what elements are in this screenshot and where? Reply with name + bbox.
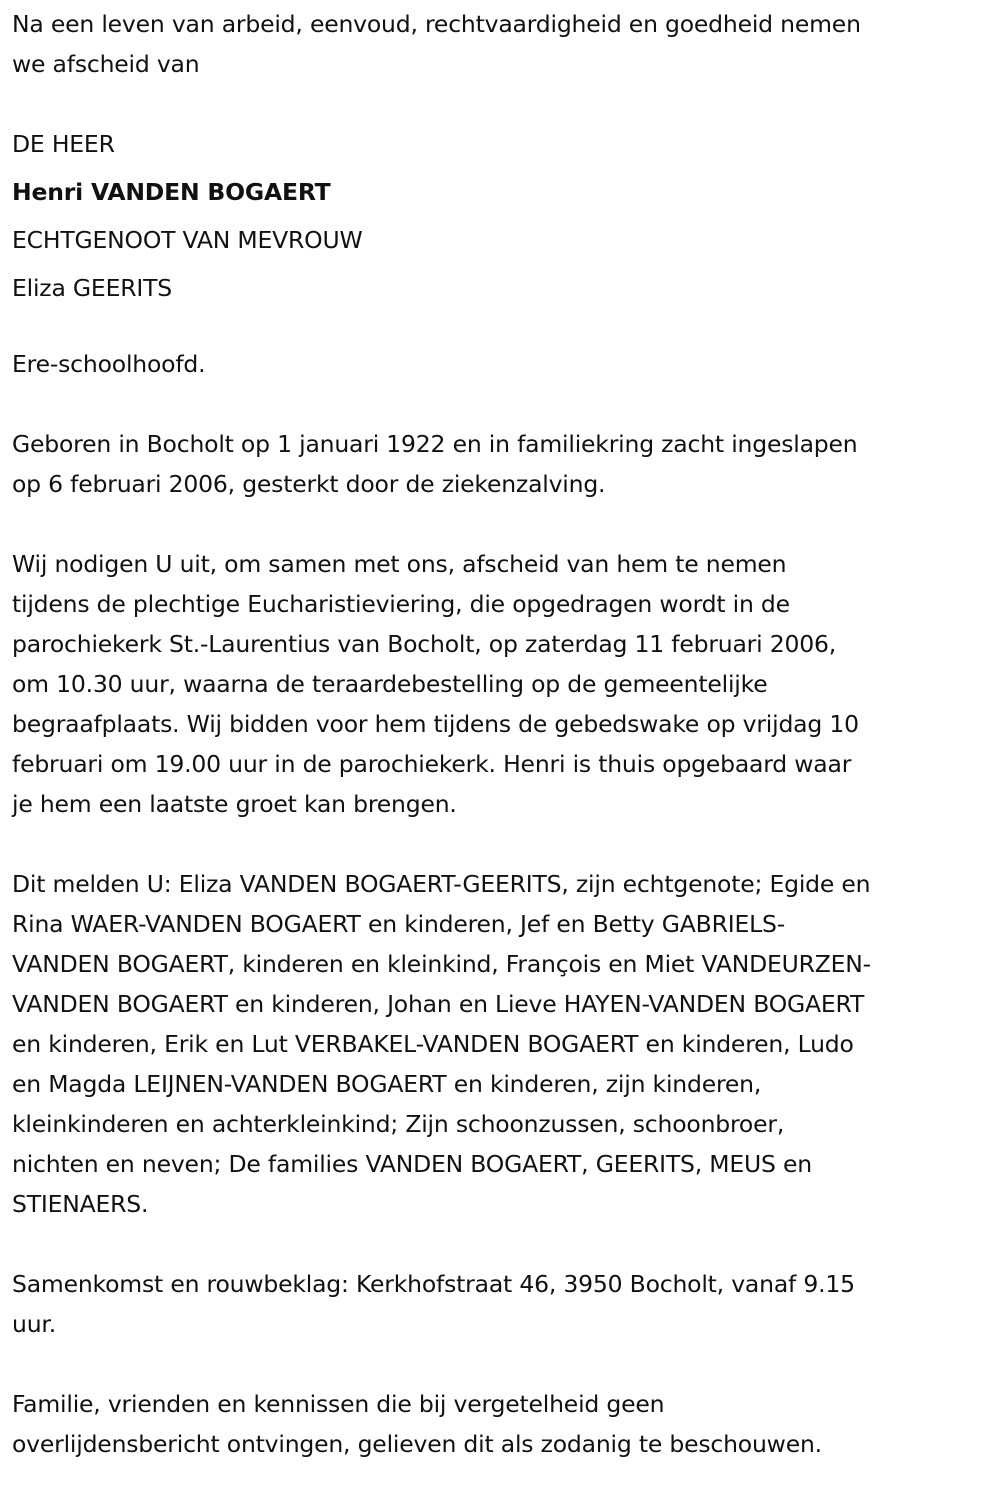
announcement-paragraph bbox=[12, 864, 988, 1224]
birth-death-line: Geboren in Bocholt op 1 januari 1922 en in familiekring zacht ingeslapen bbox=[12, 430, 858, 458]
deceased-title: DE HEER bbox=[12, 130, 115, 158]
spouse-name: Eliza GEERITS bbox=[12, 274, 172, 302]
announcement-line: VANDEN BOGAERT, kinderen en kleinkind, François en Miet VANDEURZEN- bbox=[12, 950, 871, 978]
closing-paragraph bbox=[12, 1384, 988, 1464]
announcement-line: Rina WAER-VANDEN BOGAERT en kinderen, Jef en Betty GABRIELS- bbox=[12, 910, 785, 938]
deceased-name: Henri VANDEN BOGAERT bbox=[12, 178, 331, 206]
ceremony-line: parochiekerk St.-Laurentius van Bocholt, op zaterdag 11 februari 2006, bbox=[12, 630, 837, 658]
birth-death-line: op 6 februari 2006, gesterkt door de ziekenzalving. bbox=[12, 470, 606, 498]
deceased-heading bbox=[12, 120, 988, 312]
ceremony-paragraph bbox=[12, 544, 988, 824]
intro-line: we afscheid van bbox=[12, 50, 200, 78]
gathering-line: uur. bbox=[12, 1310, 56, 1338]
intro-paragraph bbox=[12, 4, 988, 84]
closing-line: overlijdensbericht ontvingen, gelieven dit als zodanig te beschouwen. bbox=[12, 1430, 822, 1458]
occupation-paragraph bbox=[12, 344, 988, 384]
gathering-paragraph bbox=[12, 1264, 988, 1344]
deceased-relation: ECHTGENOOT VAN MEVROUW bbox=[12, 226, 363, 254]
ceremony-line: februari om 19.00 uur in de parochiekerk. Henri is thuis opgebaard waar bbox=[12, 750, 852, 778]
gathering-line: Samenkomst en rouwbeklag: Kerkhofstraat 46, 3950 Bocholt, vanaf 9.15 bbox=[12, 1270, 855, 1298]
announcement-line: en kinderen, Erik en Lut VERBAKEL-VANDEN BOGAERT en kinderen, Ludo bbox=[12, 1030, 854, 1058]
announcement-line: Dit melden U: Eliza VANDEN BOGAERT-GEERITS, zijn echtgenote; Egide en bbox=[12, 870, 871, 898]
intro-line: Na een leven van arbeid, eenvoud, rechtvaardigheid en goedheid nemen bbox=[12, 10, 861, 38]
ceremony-line: tijdens de plechtige Eucharistieviering, die opgedragen wordt in de bbox=[12, 590, 790, 618]
announcement-line: VANDEN BOGAERT en kinderen, Johan en Lieve HAYEN-VANDEN BOGAERT bbox=[12, 990, 865, 1018]
ceremony-line: Wij nodigen U uit, om samen met ons, afscheid van hem te nemen bbox=[12, 550, 787, 578]
birth-death-paragraph bbox=[12, 424, 988, 504]
announcement-line: nichten en neven; De families VANDEN BOGAERT, GEERITS, MEUS en bbox=[12, 1150, 812, 1178]
closing-line: Familie, vrienden en kennissen die bij vergetelheid geen bbox=[12, 1390, 665, 1418]
announcement-line: STIENAERS. bbox=[12, 1190, 149, 1218]
ceremony-line: begraafplaats. Wij bidden voor hem tijdens de gebedswake op vrijdag 10 bbox=[12, 710, 859, 738]
announcement-line: en Magda LEIJNEN-VANDEN BOGAERT en kinderen, zijn kinderen, bbox=[12, 1070, 762, 1098]
ceremony-line: om 10.30 uur, waarna de teraardebestelling op de gemeentelijke bbox=[12, 670, 768, 698]
ceremony-line: je hem een laatste groet kan brengen. bbox=[12, 790, 457, 818]
occupation-text: Ere-schoolhoofd. bbox=[12, 350, 206, 378]
announcement-line: kleinkinderen en achterkleinkind; Zijn schoonzussen, schoonbroer, bbox=[12, 1110, 785, 1138]
